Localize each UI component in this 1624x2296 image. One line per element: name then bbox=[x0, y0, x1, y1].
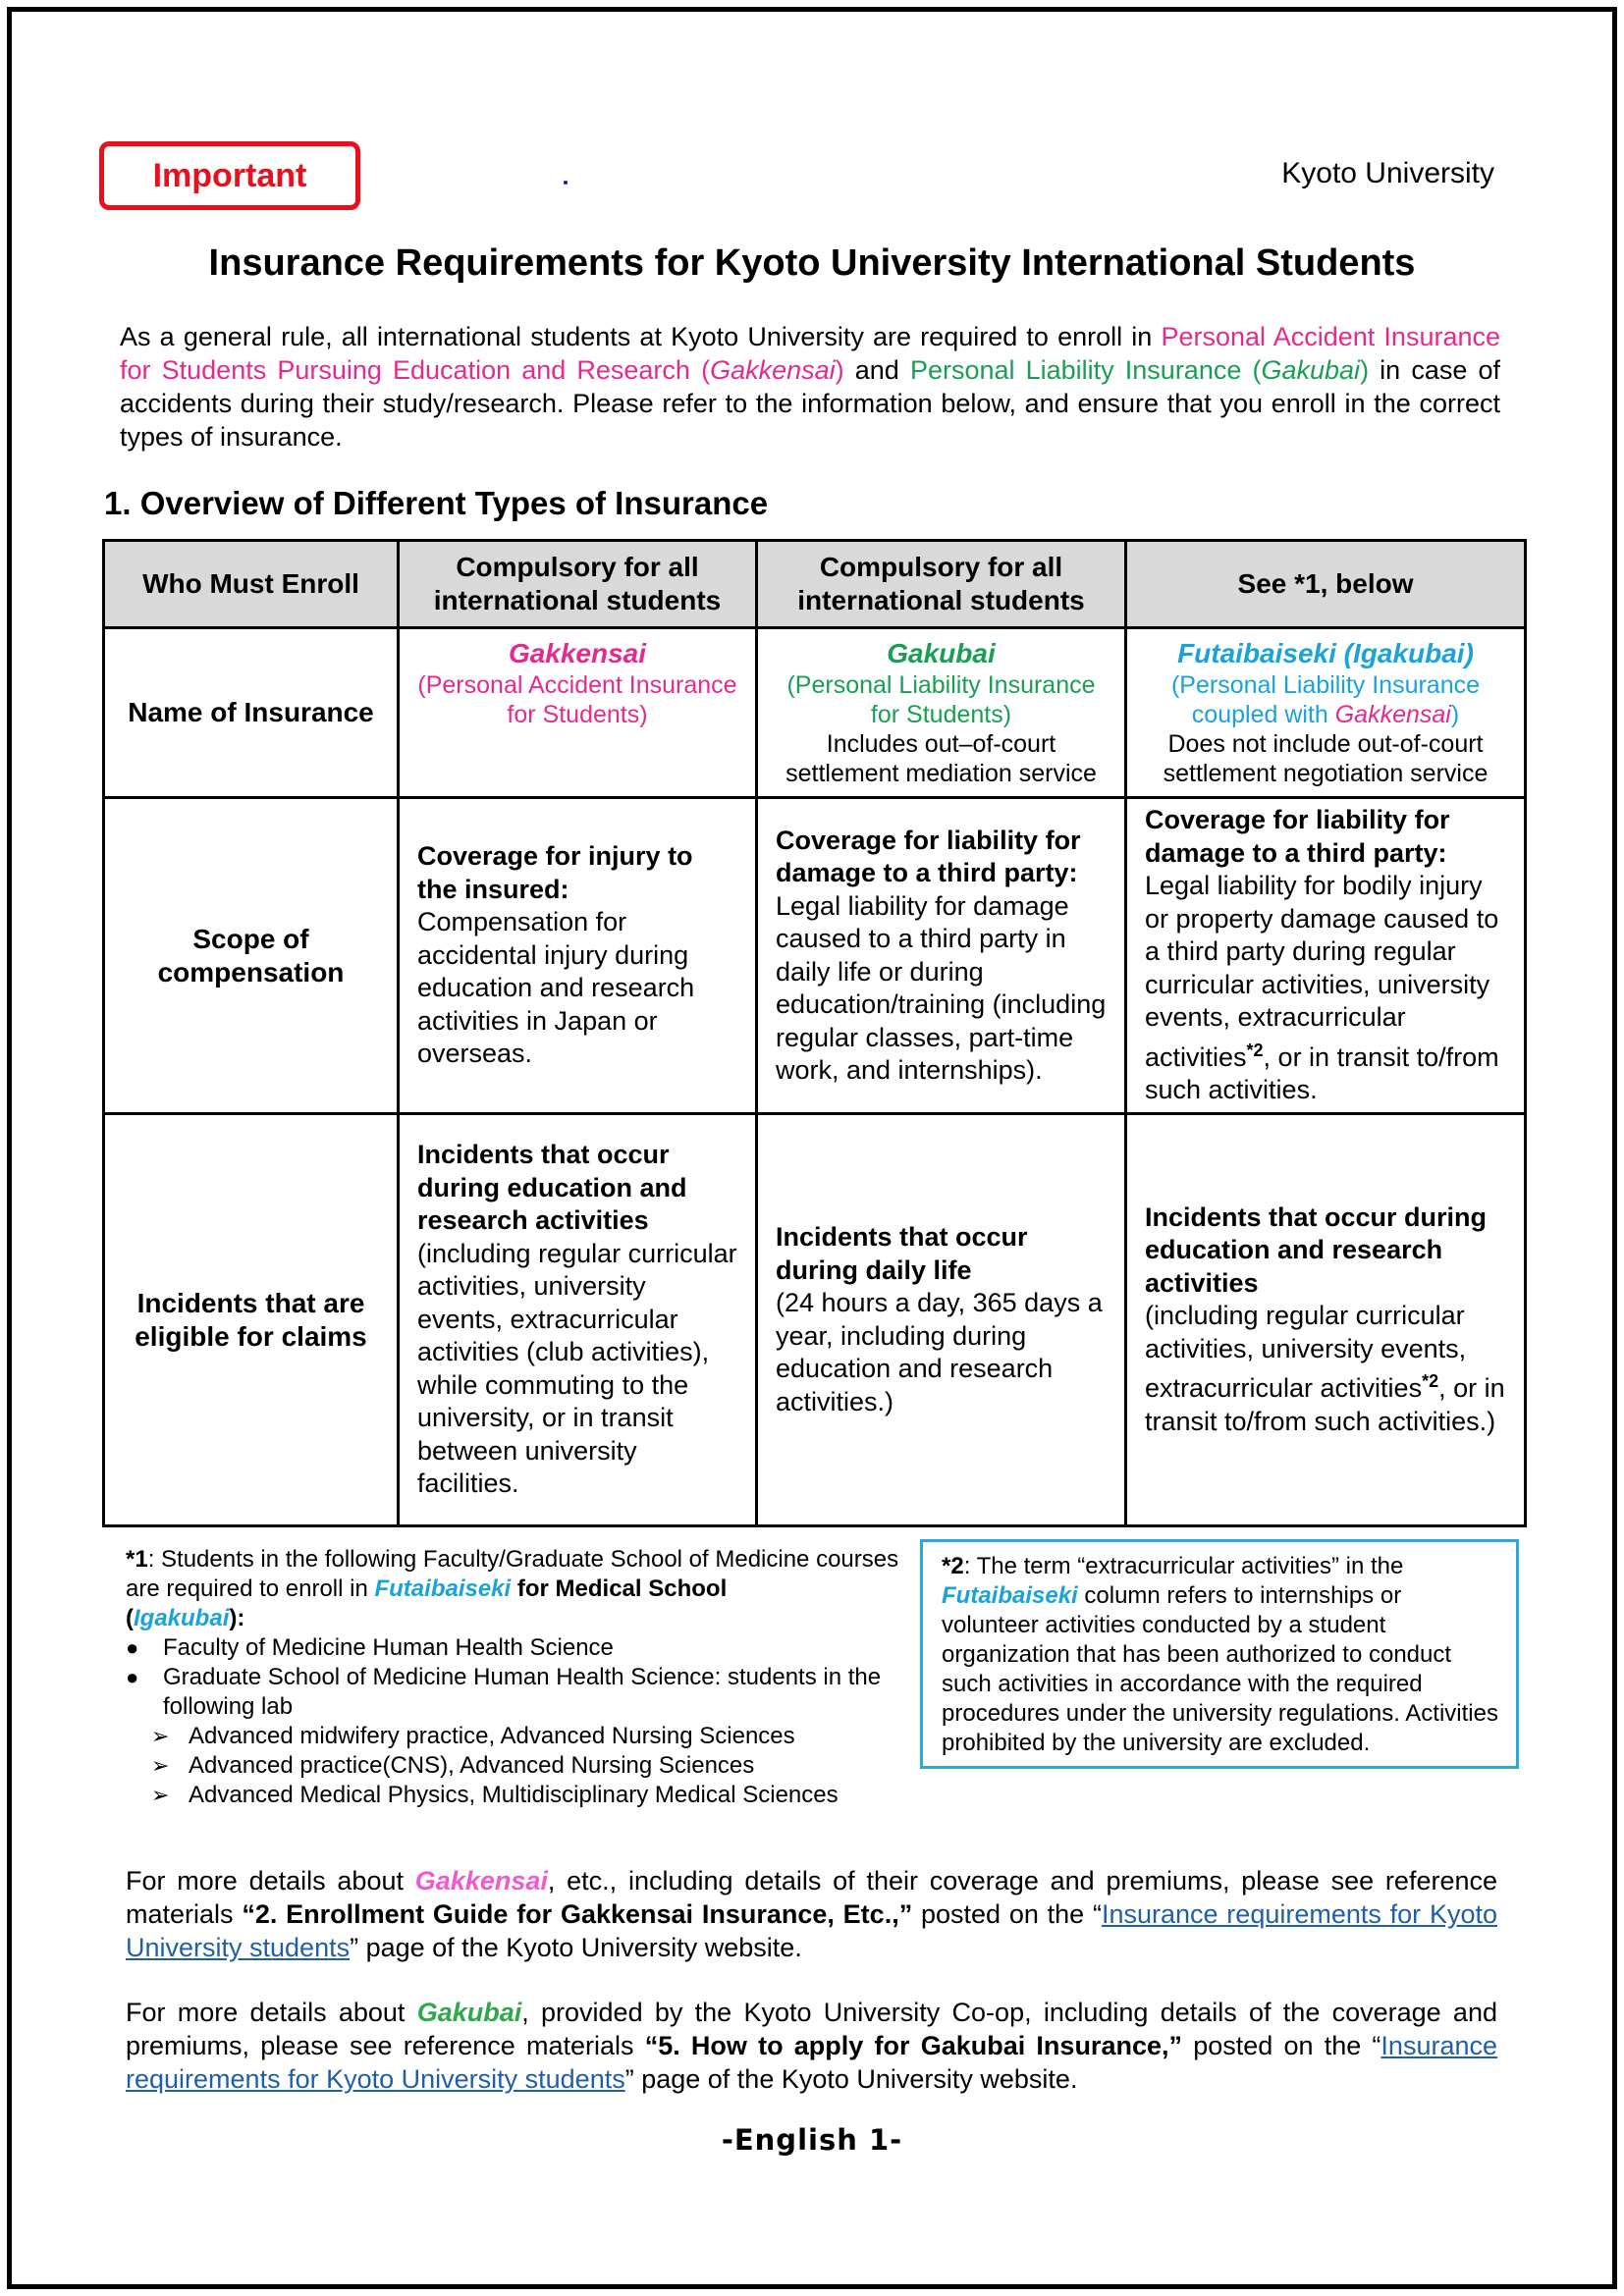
futaibaiseki-term: Futaibaiseki bbox=[374, 1575, 512, 1602]
footnote-2-box bbox=[920, 1539, 1519, 1769]
futaibaiseki-subtitle bbox=[1145, 670, 1506, 729]
text: ” page of the Kyoto University website. bbox=[350, 1933, 802, 1962]
incidents-text-end: , or in transit to/from such activities.) bbox=[1145, 1373, 1505, 1436]
scope-heading: Coverage for liability for damage to a third party: bbox=[776, 825, 1081, 887]
table-row-incidents bbox=[104, 1114, 1526, 1526]
text: For more details about bbox=[126, 1866, 415, 1896]
cell-gakkensai-incidents bbox=[399, 1114, 757, 1526]
sub-list-item: ➢ Advanced practice(CNS), Advanced Nursing Sciences bbox=[126, 1751, 901, 1781]
scope-heading: Coverage for liability for damage to a third party: bbox=[1145, 805, 1450, 868]
text: , etc., including details of their coverage and premiums, please see reference materials bbox=[126, 1866, 1497, 1929]
reference-title: “2. Enrollment Guide for Gakkensai Insurance, Etc.,” bbox=[242, 1899, 913, 1929]
scope-text-end: , or in transit to/from such activities. bbox=[1145, 1041, 1499, 1105]
incidents-text: (including regular curricular activities, university events, extracurricular activities bbox=[1145, 1301, 1467, 1404]
intro-and: and bbox=[843, 355, 910, 385]
insurance-requirements-link[interactable]: Insurance requirements for Kyoto University students bbox=[126, 2031, 1497, 2094]
cell-gakubai-scope bbox=[757, 798, 1126, 1114]
cell-futaibaiseki-incidents bbox=[1126, 1114, 1526, 1526]
footnote-marker: *1 bbox=[126, 1546, 148, 1573]
row-label-who-must-enroll: Who Must Enroll bbox=[104, 541, 399, 628]
row-label-incidents: Incidents that are eligible for claims bbox=[104, 1114, 399, 1526]
text: For more details about bbox=[126, 1998, 417, 2027]
gakkensai-term: Gakkensai bbox=[1334, 701, 1451, 728]
gakubai-note: Includes out–of-court settlement mediation service bbox=[785, 730, 1097, 787]
paren: ( bbox=[126, 1605, 134, 1631]
cell-futaibaiseki-name bbox=[1126, 628, 1526, 798]
scope-text: Legal liability for bodily injury or property damage caused to a third party during regular curricular activities, university events, extracurricular activities bbox=[1145, 871, 1499, 1072]
igakubai-term: Igakubai bbox=[134, 1605, 230, 1631]
paren: ) bbox=[835, 355, 844, 385]
more-info-gakubai bbox=[126, 1996, 1497, 2096]
row-label-scope: Scope of compensation bbox=[104, 798, 399, 1114]
cell-gakkensai-enroll: Compulsory for all international students bbox=[399, 541, 757, 628]
gakubai-name: Gakubai bbox=[887, 638, 996, 668]
text: ” page of the Kyoto University website. bbox=[624, 2064, 1078, 2094]
futaibaiseki-subtitle-b: ) bbox=[1450, 701, 1460, 728]
text: , provided by the Kyoto University Co-op, including details of the coverage and premiums, please see reference materials bbox=[126, 1998, 1497, 2060]
insurance-requirements-link[interactable]: Insurance requirements for Kyoto University students bbox=[126, 1899, 1497, 1962]
insurance-overview-table bbox=[102, 539, 1527, 1527]
gakubai-term: Gakubai bbox=[416, 1998, 522, 2027]
incidents-heading: Incidents that occur during education and research activities bbox=[1145, 1201, 1488, 1298]
table-row-name-of-insurance bbox=[104, 628, 1526, 798]
sub-list-item: ➢ Advanced Medical Physics, Multidisciplinary Medical Sciences bbox=[126, 1781, 901, 1810]
more-info-gakkensai bbox=[126, 1864, 1497, 1964]
intro-text: As a general rule, all international students at Kyoto University are required to enroll in bbox=[120, 322, 1162, 351]
footnote-text: : Students in the following Faculty/Graduate School of Medicine courses are required to enroll in bbox=[126, 1546, 899, 1602]
scope-text: Compensation for accidental injury during education and research activities in Japan or overseas. bbox=[417, 907, 695, 1069]
gakubai-subtitle: (Personal Liability Insurance for Students) bbox=[786, 671, 1096, 728]
gakkensai-term: Gakkensai bbox=[710, 355, 836, 385]
list-item: ● Graduate School of Medicine Human Health Science: students in the following lab bbox=[126, 1663, 901, 1722]
cell-futaibaiseki-enroll: See *1, below bbox=[1126, 541, 1526, 628]
important-badge: Important bbox=[99, 141, 360, 210]
cell-gakkensai-name bbox=[399, 628, 757, 798]
row-label-name-of-insurance: Name of Insurance bbox=[104, 628, 399, 798]
text: posted on the “ bbox=[1182, 2031, 1381, 2060]
footnote-1-intro bbox=[126, 1545, 901, 1633]
page-title: Insurance Requirements for Kyoto University International Students bbox=[208, 242, 1416, 284]
scope-heading: Coverage for injury to the insured: bbox=[417, 841, 693, 904]
gakubai-full-name bbox=[910, 355, 1369, 385]
page-number: -English 1- bbox=[721, 2123, 903, 2157]
footnote-marker: *2 bbox=[1422, 1371, 1439, 1392]
gakubai-full-text: Personal Liability Insurance ( bbox=[909, 355, 1262, 385]
futaibaiseki-note: Does not include out-of-court settlement negotiation service bbox=[1163, 730, 1489, 787]
cell-futaibaiseki-scope bbox=[1126, 798, 1526, 1114]
cell-gakubai-incidents bbox=[757, 1114, 1126, 1526]
cell-gakubai-enroll: Compulsory for all international students bbox=[757, 541, 1126, 628]
footnote-1 bbox=[126, 1545, 901, 1810]
intro-paragraph bbox=[120, 320, 1500, 454]
incidents-text: (24 hours a day, 365 days a year, including during education and research activities.) bbox=[776, 1288, 1103, 1416]
footnote-text-end: column refers to internships or volunteer activities conducted by a student organization that has been authorized to conduct such activities in accordance with the required procedures under the university regulations. Activities prohibited by the university are excluded. bbox=[942, 1582, 1498, 1756]
incidents-heading: Incidents that occur during daily life bbox=[776, 1222, 1028, 1285]
cell-gakkensai-scope bbox=[399, 798, 757, 1114]
incidents-text: (including regular curricular activities, university events, extracurricular activities (club activities), while commuting to the university, or in transit between university facilities. bbox=[417, 1238, 737, 1499]
table-row-scope bbox=[104, 798, 1526, 1114]
paren: ): bbox=[229, 1605, 245, 1631]
gakkensai-term: Gakkensai bbox=[414, 1866, 548, 1896]
footnote-marker: *2 bbox=[1246, 1040, 1264, 1060]
gakkensai-name: Gakkensai bbox=[508, 638, 647, 668]
list-item: ● Faculty of Medicine Human Health Science bbox=[126, 1633, 901, 1663]
footnote-bold-text: for Medical School bbox=[511, 1575, 728, 1602]
futaibaiseki-term: Futaibaiseki bbox=[942, 1582, 1078, 1609]
incidents-heading: Incidents that occur during education and research activities bbox=[417, 1140, 687, 1236]
sub-list-item: ➢ Advanced midwifery practice, Advanced Nursing Sciences bbox=[126, 1722, 901, 1751]
table-row-who-must-enroll bbox=[104, 541, 1526, 628]
futaibaiseki-name: Futaibaiseki (Igakubai) bbox=[1177, 638, 1474, 668]
text: posted on the “ bbox=[912, 1899, 1102, 1929]
footnote-marker: *2 bbox=[942, 1553, 964, 1579]
section-heading: 1. Overview of Different Types of Insurance bbox=[104, 485, 769, 521]
cell-gakubai-name bbox=[757, 628, 1126, 798]
organization-name: Kyoto University bbox=[1281, 157, 1494, 189]
footnote-1-list bbox=[126, 1633, 901, 1810]
gakkensai-full-text: Personal Accident Insurance for Students Pursuing Education and Research ( bbox=[120, 322, 1500, 385]
footnote-text: : The term “extracurricular activities” in the bbox=[963, 1553, 1404, 1579]
gakkensai-subtitle: (Personal Accident Insurance for Students) bbox=[417, 671, 737, 728]
futaibaiseki-subtitle-a: (Personal Liability Insurance coupled with bbox=[1170, 671, 1481, 728]
reference-title: “5. How to apply for Gakubai Insurance,” bbox=[644, 2031, 1182, 2060]
intro-text-end: in case of accidents during their study/research. Please refer to the information below, and ensure that you enroll in the correct types of insurance. bbox=[120, 355, 1500, 452]
dot-mark bbox=[564, 181, 568, 185]
gakubai-term: Gakubai bbox=[1261, 355, 1361, 385]
scope-text: Legal liability for damage caused to a third party in daily life or during education/training (including regular classes, part-time work, and internships). bbox=[776, 890, 1107, 1085]
paren: ) bbox=[1360, 355, 1370, 385]
